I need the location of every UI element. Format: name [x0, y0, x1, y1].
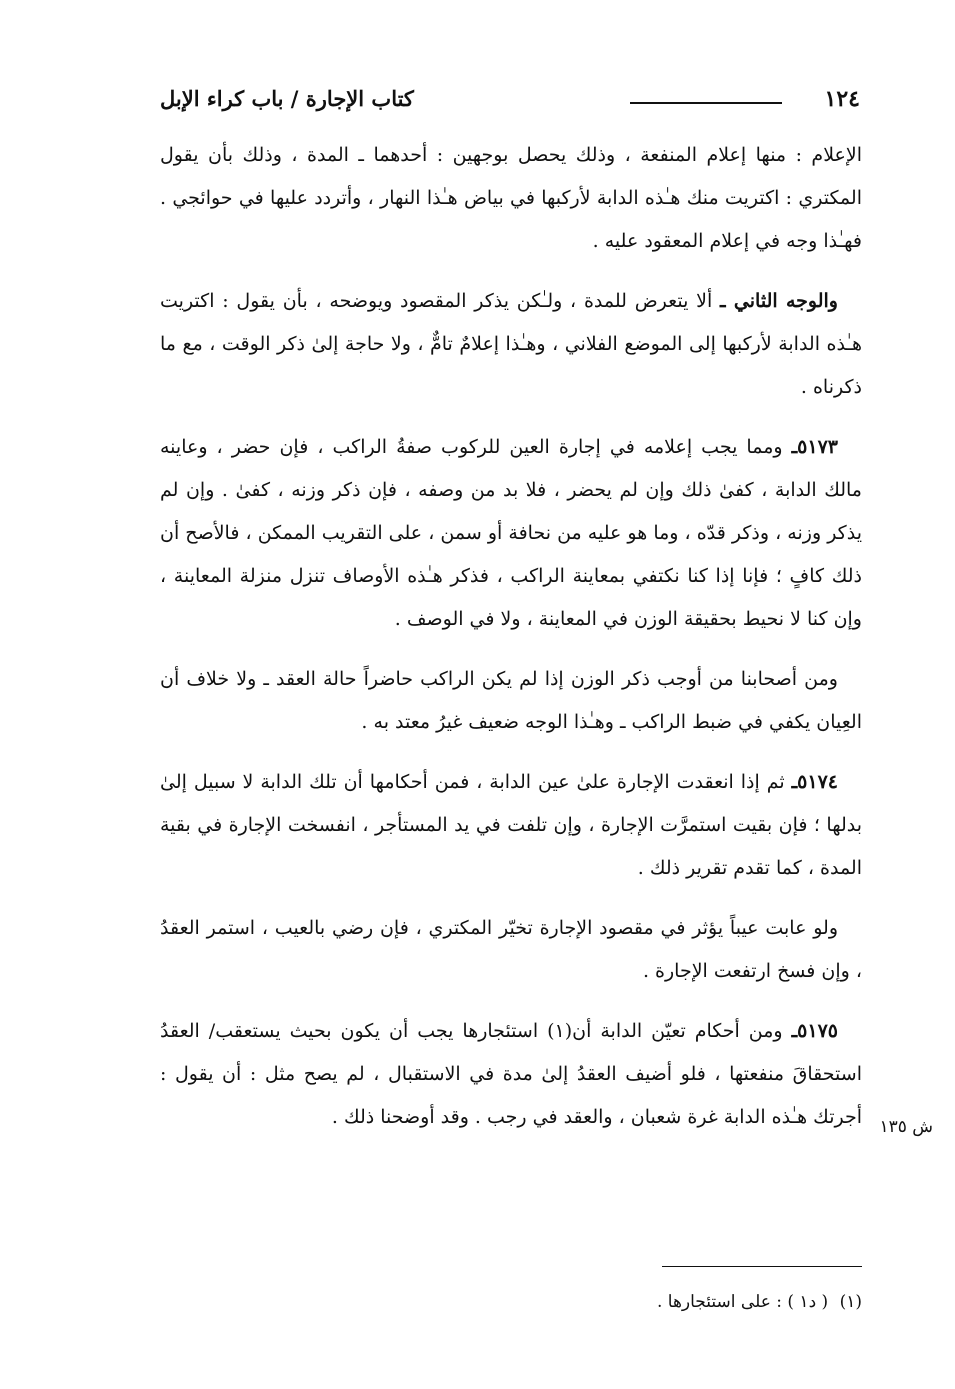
manuscript-folio-note: ش ١٣٥ — [879, 1117, 933, 1137]
main-text — [160, 134, 862, 1156]
paragraph-text: ثم إذا انعقدت الإجارة علىٰ عين الدابة ، فمن أحكامها أن تلك الدابة لا سبيل إلىٰ بدلها ؛ فإن بقيت استمرَّت الإجارة ، وإن تلفت في يد المستأجر ، انفسخت الإجارة في بقية المدة ، كما تقدم تقرير ذلك . — [160, 771, 862, 879]
paragraph — [160, 134, 862, 263]
paragraph — [160, 280, 862, 409]
paragraph — [160, 907, 862, 993]
footnote-separator — [662, 1266, 862, 1267]
paragraph-text: ومن أحكام تعيّن الدابة أن(١) استئجارها يجب أن يكون بحيث يستعقب/ العقدُ استحقاقَ منفعتها ، فلو أضيف العقدُ إلىٰ مدة في الاستقبال ، لم يصح مثل : أن يقول : أجرتك هـٰذه الدابة غرة شعبان ، والعقد في رجب . وقد أوضحنا ذلك . — [160, 1020, 862, 1128]
paragraph-text: ومما يجب إعلامه في إجارة العين للركوب صفةُ الراكب ، فإن حضر ، وعاينه مالك الدابة ، كفىٰ ذلك وإن لم يحضر ، فلا بد من وصفه ، فإن ذكر وزنه ، كفىٰ . وإن لم يذكر وزنه ، وذكر قدّه ، وما هو عليه من نحافة أو سمن ، على التقريب الممكن ، فالأصح أن ذلك كافٍ ؛ فإنا إذا كنا نكتفي بمعاينة الراكب ، فذكر هـٰذه الأوصاف تنزل منزلة المعاينة ، وإن كنا لا نحيط بحقيقة الوزن في المعاينة ، ولا في الوصف . — [160, 436, 862, 630]
footnote-number: (١) — [839, 1292, 862, 1312]
paragraph — [160, 1010, 862, 1139]
paragraph — [160, 426, 862, 641]
section-number: ٥١٧٣ـ — [791, 436, 838, 458]
paragraph-text: ألا يتعرض للمدة ، ولـٰكن يذكر المقصود ويوضحه ، بأن يقول : اكتريت هـٰذه الدابة لأركبها إلى الموضع الفلاني ، وهـٰذا إعلامٌ تامٌّ ، ولا حاجة إلىٰ ذكر الوقت ، مع ما ذكرناه . — [160, 290, 862, 398]
paragraph-text: ومن أصحابنا من أوجب ذكر الوزن إذا لم يكن الراكب حاضراً حالة العقد ـ ولا خلاف أن العِيان يكفي في ضبط الراكب ـ وهـٰذا الوجه ضعيف غيرُ معتد به . — [160, 668, 862, 733]
section-number: ٥١٧٥ـ — [791, 1020, 838, 1042]
section-number: ٥١٧٤ـ — [791, 771, 838, 793]
paragraph-text: الإعلام : منها إعلام المنفعة ، وذلك يحصل بوجهين : أحدهما ـ المدة ، وذلك بأن يقول المكتري : اكتريت منك هـٰذه الدابة لأركبها في بياض هـٰذا النهار ، وأتردد عليها في حوائجي . فهـٰذا وجه في إعلام المعقود عليه . — [160, 144, 862, 252]
footnote-text: ( د١ ) : على استئجارها . — [656, 1292, 829, 1312]
paragraph-lead: والوجه الثاني ـ — [720, 290, 838, 312]
footnote — [160, 1288, 862, 1316]
paragraph — [160, 761, 862, 890]
header-rule — [630, 102, 782, 104]
page-header — [160, 86, 860, 122]
running-title: كتاب الإجارة / باب كراء الإبل — [160, 86, 414, 111]
page-number: ١٢٤ — [824, 86, 860, 112]
paragraph — [160, 658, 862, 744]
paragraph-text: ولو عابت عيباً يؤثر في مقصود الإجارة تخيّر المكتري ، فإن رضي بالعيب ، استمر العقدُ ، وإن فسخ ارتفعت الإجارة . — [160, 917, 862, 982]
